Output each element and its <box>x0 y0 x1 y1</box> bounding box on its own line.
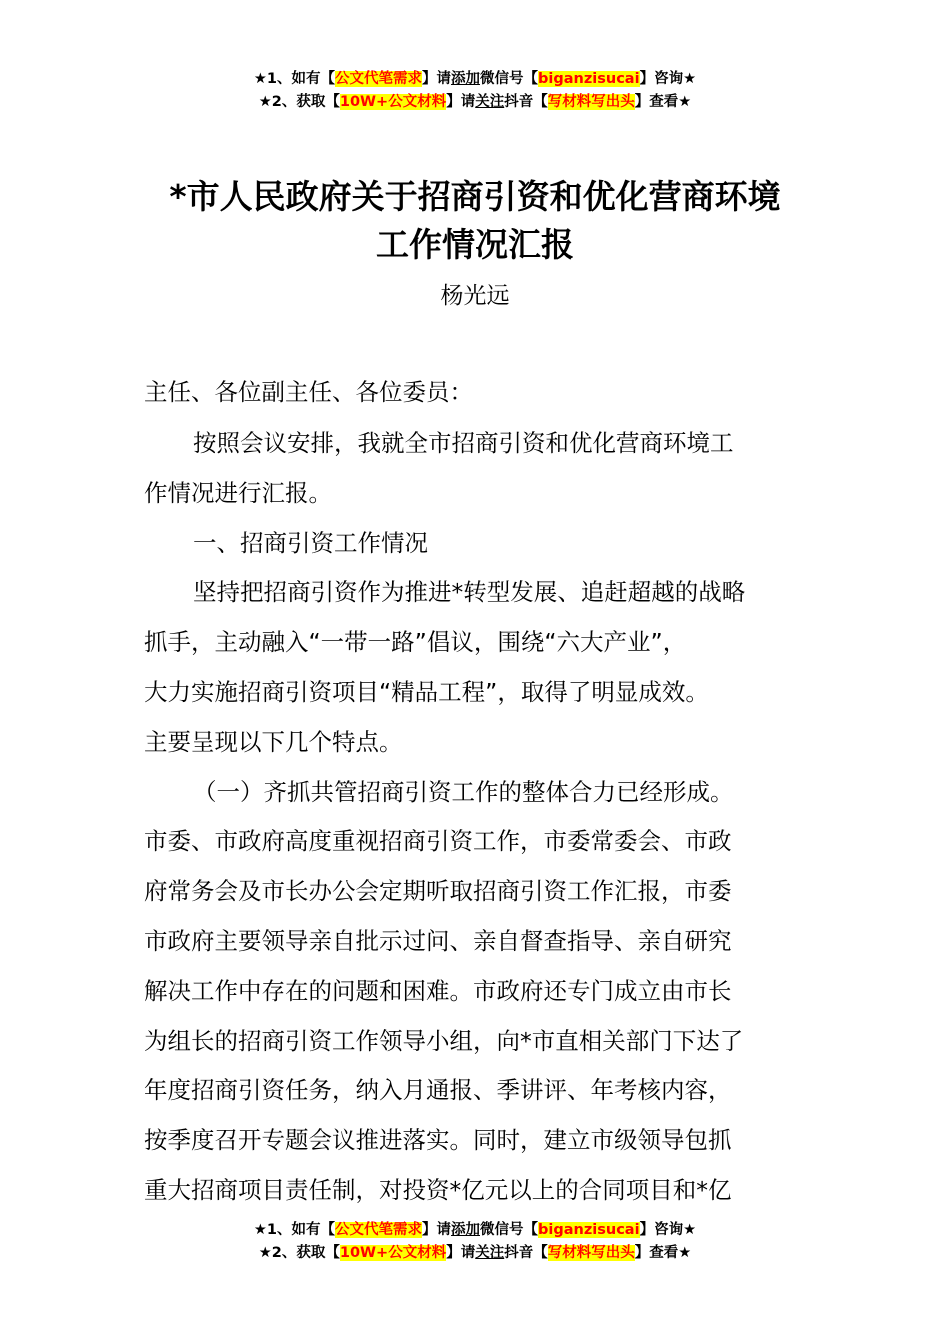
body-line: 重大招商项目责任制，对投资*亿元以上的合同项目和*亿 <box>144 1176 732 1204</box>
banner-text: ★1、如有【 <box>253 71 336 87</box>
banner-line-2 <box>0 91 950 114</box>
top-banner <box>0 68 950 114</box>
section-heading: 一、招商引资工作情况 <box>193 529 428 557</box>
bottom-banner <box>0 1219 950 1265</box>
body-line: 抓手，主动融入“一带一路”倡议，围绕“六大产业”， <box>144 628 687 656</box>
banner-text: ★1、如有【 <box>253 1222 336 1238</box>
body-line: 市委、市政府高度重视招商引资工作，市委常委会、市政 <box>144 827 732 855</box>
banner-text: 】请 <box>446 1245 476 1261</box>
banner-highlight: 写材料写出头 <box>547 94 635 110</box>
body-line: 坚持把招商引资作为推进*转型发展、追赶超越的战略 <box>193 578 746 606</box>
banner-underline: 添加 <box>451 1222 481 1238</box>
banner-line-1 <box>0 68 950 91</box>
banner-text: 】咨询★ <box>639 71 697 87</box>
body-line: 主要呈现以下几个特点。 <box>144 728 403 756</box>
banner-text: 微信号【 <box>480 71 539 87</box>
banner-highlight: 10W+公文材料 <box>339 1245 447 1261</box>
salutation: 主任、各位副主任、各位委员： <box>144 378 473 406</box>
banner-text: ★2、获取【 <box>258 94 340 110</box>
banner-highlight: 10W+公文材料 <box>339 94 447 110</box>
banner-text: 抖音【 <box>504 1245 548 1261</box>
banner-text: 】查看★ <box>634 1245 692 1261</box>
banner-text: 】查看★ <box>634 94 692 110</box>
banner-underline: 添加 <box>451 71 481 87</box>
body-line: 作情况进行汇报。 <box>144 479 332 507</box>
banner-line-1 <box>0 1219 950 1242</box>
banner-line-2 <box>0 1242 950 1265</box>
document-title <box>0 173 950 269</box>
body-line: 大力实施招商引资项目“精品工程”，取得了明显成效。 <box>144 678 709 706</box>
author-name: 杨光远 <box>440 283 510 309</box>
banner-highlight: biganzisucai <box>538 1222 640 1238</box>
body-line: 府常务会及市长办公会定期听取招商引资工作汇报，市委 <box>144 877 732 905</box>
body-line: 市政府主要领导亲自批示过问、亲自督查指导、亲自研究 <box>144 927 732 955</box>
banner-text: 微信号【 <box>480 1222 539 1238</box>
banner-highlight: 公文代笔需求 <box>335 1222 423 1238</box>
body-line: 解决工作中存在的问题和困难。市政府还专门成立由市长 <box>144 977 732 1005</box>
body-line: 为组长的招商引资工作领导小组，向*市直相关部门下达了 <box>144 1027 744 1055</box>
banner-highlight: biganzisucai <box>538 71 640 87</box>
banner-underline: 关注 <box>475 1245 505 1261</box>
banner-text: 】请 <box>446 94 476 110</box>
banner-highlight: 写材料写出头 <box>547 1245 635 1261</box>
subsection-heading: （一）齐抓共管招商引资工作的整体合力已经形成。 <box>193 778 734 806</box>
title-line-1: *市人民政府关于招商引资和优化营商环境 <box>169 177 781 216</box>
banner-underline: 关注 <box>475 94 505 110</box>
body-line: 按照会议安排，我就全市招商引资和优化营商环境工 <box>193 429 734 457</box>
banner-text: 抖音【 <box>504 94 548 110</box>
banner-text: 】咨询★ <box>639 1222 697 1238</box>
banner-text: 】请 <box>422 1222 452 1238</box>
banner-text: ★2、获取【 <box>258 1245 340 1261</box>
banner-highlight: 公文代笔需求 <box>335 71 423 87</box>
body-line: 按季度召开专题会议推进落实。同时，建立市级领导包抓 <box>144 1126 732 1154</box>
title-line-2: 工作情况汇报 <box>376 225 574 264</box>
banner-text: 】请 <box>422 71 452 87</box>
body-line: 年度招商引资任务，纳入月通报、季讲评、年考核内容， <box>144 1076 732 1104</box>
